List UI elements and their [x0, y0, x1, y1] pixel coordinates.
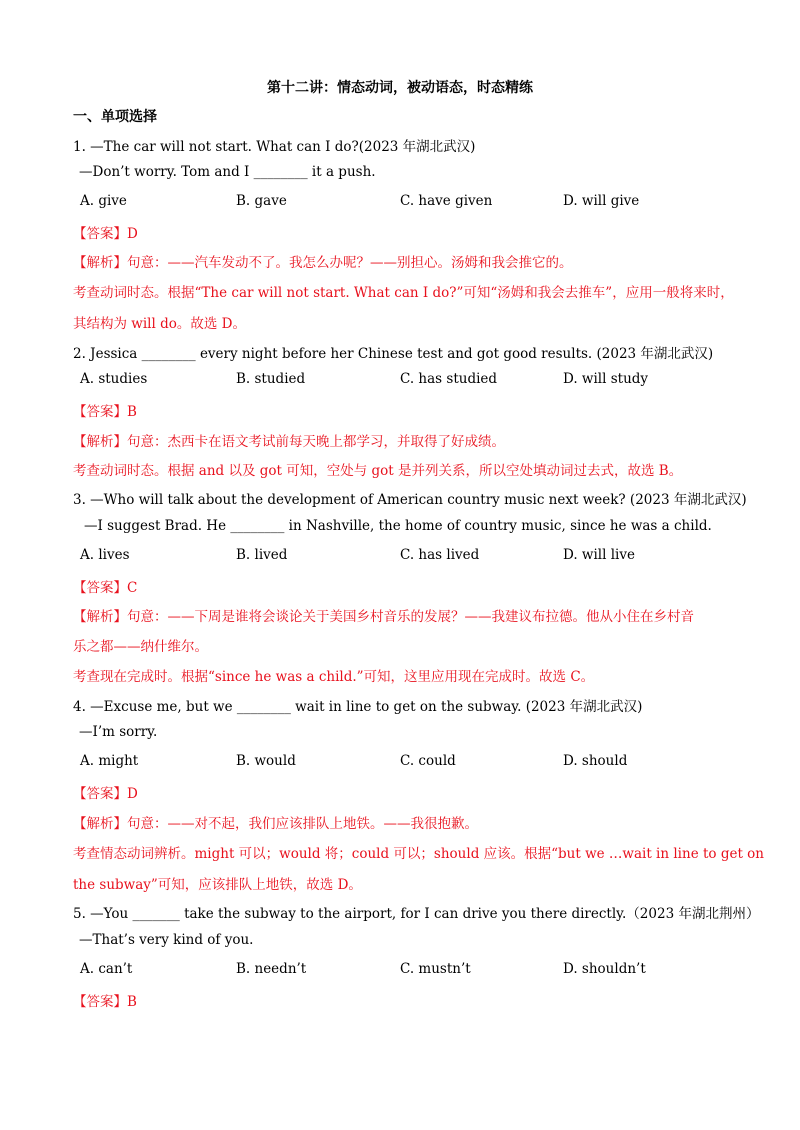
question-4-option-a: A. might	[80, 753, 139, 769]
question-2-option-b: B. studied	[236, 371, 306, 387]
question-3-stem-reply: —I suggest Brad. He ________ in Nashville, the home of country music, since he was a child.	[84, 518, 712, 534]
section-heading: 一、单项选择	[73, 109, 157, 125]
question-4-analysis-2: 考查情态动词辨析。might 可以；would 将；could 可以；should 应该。根据“but we …wait in line to get on	[73, 846, 764, 862]
question-4-answer: 【答案】D	[73, 786, 138, 802]
question-4-stem-reply: —I’m sorry.	[79, 724, 158, 740]
question-2-stem: 2. Jessica ________ every night before her Chinese test and got good results. (2023 年湖北武汉)	[73, 346, 714, 362]
question-1-analysis-3: 其结构为 will do。故选 D。	[73, 316, 246, 332]
question-5-option-c: C. mustn’t	[400, 961, 471, 977]
question-4-analysis-3: the subway”可知，应该排队上地铁，故选 D。	[73, 877, 362, 893]
question-3-analysis-1: 【解析】句意：——下周是谁将会谈论关于美国乡村音乐的发展？——我建议布拉德。他从小住在乡村音	[73, 609, 694, 625]
question-3-answer: 【答案】C	[73, 580, 138, 596]
question-1-analysis-2: 考查动词时态。根据“The car will not start. What can I do?”可知“汤姆和我会去推车”，应用一般将来时，	[73, 285, 734, 301]
question-1-option-d: D. will give	[563, 193, 640, 209]
question-1-option-b: B. gave	[236, 193, 287, 209]
question-3-analysis-2: 乐之都——纳什维尔。	[73, 639, 208, 655]
question-5-option-d: D. shouldn’t	[563, 961, 646, 977]
question-2-option-d: D. will study	[563, 371, 649, 387]
question-3-option-b: B. lived	[236, 547, 288, 563]
question-4-option-d: D. should	[563, 753, 628, 769]
question-2-option-a: A. studies	[80, 371, 148, 387]
question-5-stem: 5. —You _______ take the subway to the airport, for I can drive you there directly.（2023 年湖北荆州）	[73, 906, 760, 922]
question-1-answer: 【答案】D	[73, 226, 138, 242]
question-2-option-c: C. has studied	[400, 371, 498, 387]
question-3-analysis-3: 考查现在完成时。根据“since he was a child.”可知，这里应用现在完成时。故选 C。	[73, 669, 595, 685]
question-3-stem: 3. —Who will talk about the development of American country music next week? (2023 年湖北武汉)	[73, 492, 747, 508]
question-1-stem-reply: —Don’t worry. Tom and I ________ it a push.	[79, 164, 376, 180]
question-2-analysis-1: 【解析】句意：杰西卡在语文考试前每天晚上都学习，并取得了好成绩。	[73, 434, 505, 450]
question-4-analysis-1: 【解析】句意：——对不起，我们应该排队上地铁。——我很抱歉。	[73, 816, 478, 832]
question-3-option-d: D. will live	[563, 547, 635, 563]
question-5-answer: 【答案】B	[73, 994, 137, 1010]
question-4-stem: 4. —Excuse me, but we ________ wait in line to get on the subway. (2023 年湖北武汉)	[73, 699, 643, 715]
question-3-option-a: A. lives	[80, 547, 130, 563]
question-4-option-c: C. could	[400, 753, 456, 769]
question-1-analysis-1: 【解析】句意：——汽车发动不了。我怎么办呢？——别担心。汤姆和我会推它的。	[73, 255, 573, 271]
question-2-analysis-2: 考查动词时态。根据 and 以及 got 可知，空处与 got 是并列关系，所以空处填动词过去式，故选 B。	[73, 463, 683, 479]
page-title: 第十二讲：情态动词，被动语态，时态精练	[267, 80, 533, 96]
question-5-option-a: A. can’t	[80, 961, 133, 977]
question-1-option-c: C. have given	[400, 193, 493, 209]
question-1-option-a: A. give	[80, 193, 127, 209]
question-5-stem-reply: —That’s very kind of you.	[79, 932, 254, 948]
question-2-answer: 【答案】B	[73, 404, 137, 420]
question-4-option-b: B. would	[236, 753, 296, 769]
question-1-stem: 1. —The car will not start. What can I do?(2023 年湖北武汉)	[73, 139, 476, 155]
question-3-option-c: C. has lived	[400, 547, 480, 563]
question-5-option-b: B. needn’t	[236, 961, 307, 977]
